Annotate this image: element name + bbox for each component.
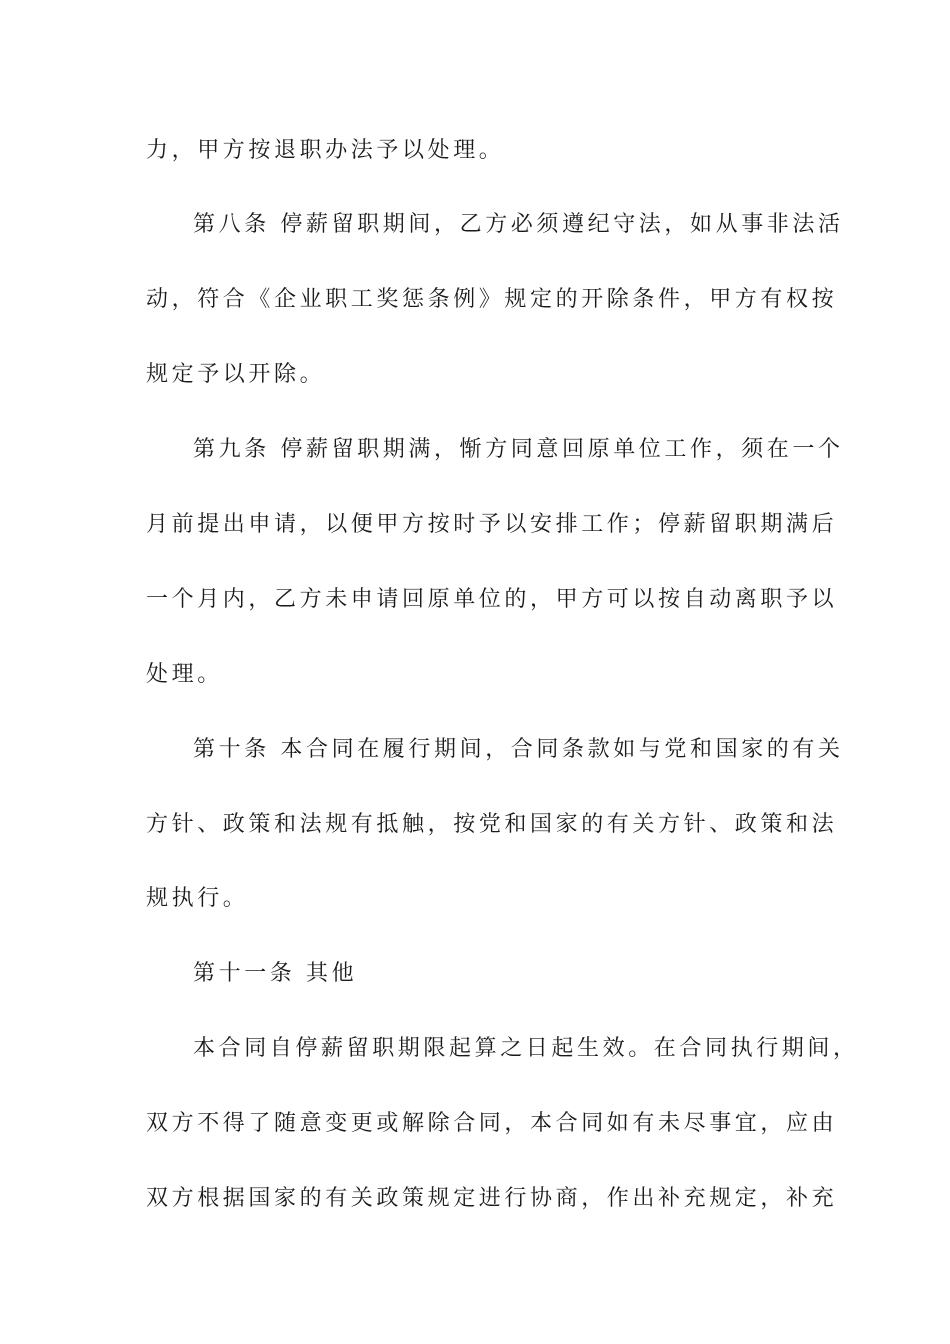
text-line: 一个月内，乙方未申请回原单位的，甲方可以按自动离职予以 (146, 587, 838, 612)
article-11-heading-line: 第十一条 其他 (193, 961, 358, 986)
article-10-heading-line: 第十条 本合同在履行期间，合同条款如与党和国家的有关 (193, 737, 844, 762)
text-line: 月前提出申请，以便甲方按时予以安排工作；停薪留职期满后 (146, 512, 838, 537)
text-line: 力，甲方按退职办法予以处理。 (146, 138, 505, 163)
text-line: 双方不得了随意变更或解除合同，本合同如有未尽事宜，应由 (146, 1111, 838, 1136)
text-line: 双方根据国家的有关政策规定进行协商，作出补充规定，补充 (146, 1186, 838, 1211)
text-line: 规定予以开除。 (146, 362, 326, 387)
text-line: 规执行。 (146, 886, 249, 911)
paragraph-start-line: 本合同自停薪留职期限起算之日起生效。在合同执行期间， (193, 1036, 859, 1061)
article-8-heading-line: 第八条 停薪留职期间，乙方必须遵纪守法，如从事非法活 (193, 212, 844, 237)
text-line: 方针、政策和法规有抵触，按党和国家的有关方针、政策和法 (146, 812, 838, 837)
text-line: 动，符合《企业职工奖惩条例》规定的开除条件，甲方有权按 (146, 287, 838, 312)
article-9-heading-line: 第九条 停薪留职期满，惭方同意回原单位工作，须在一个 (193, 437, 844, 462)
text-line: 处理。 (146, 662, 223, 687)
